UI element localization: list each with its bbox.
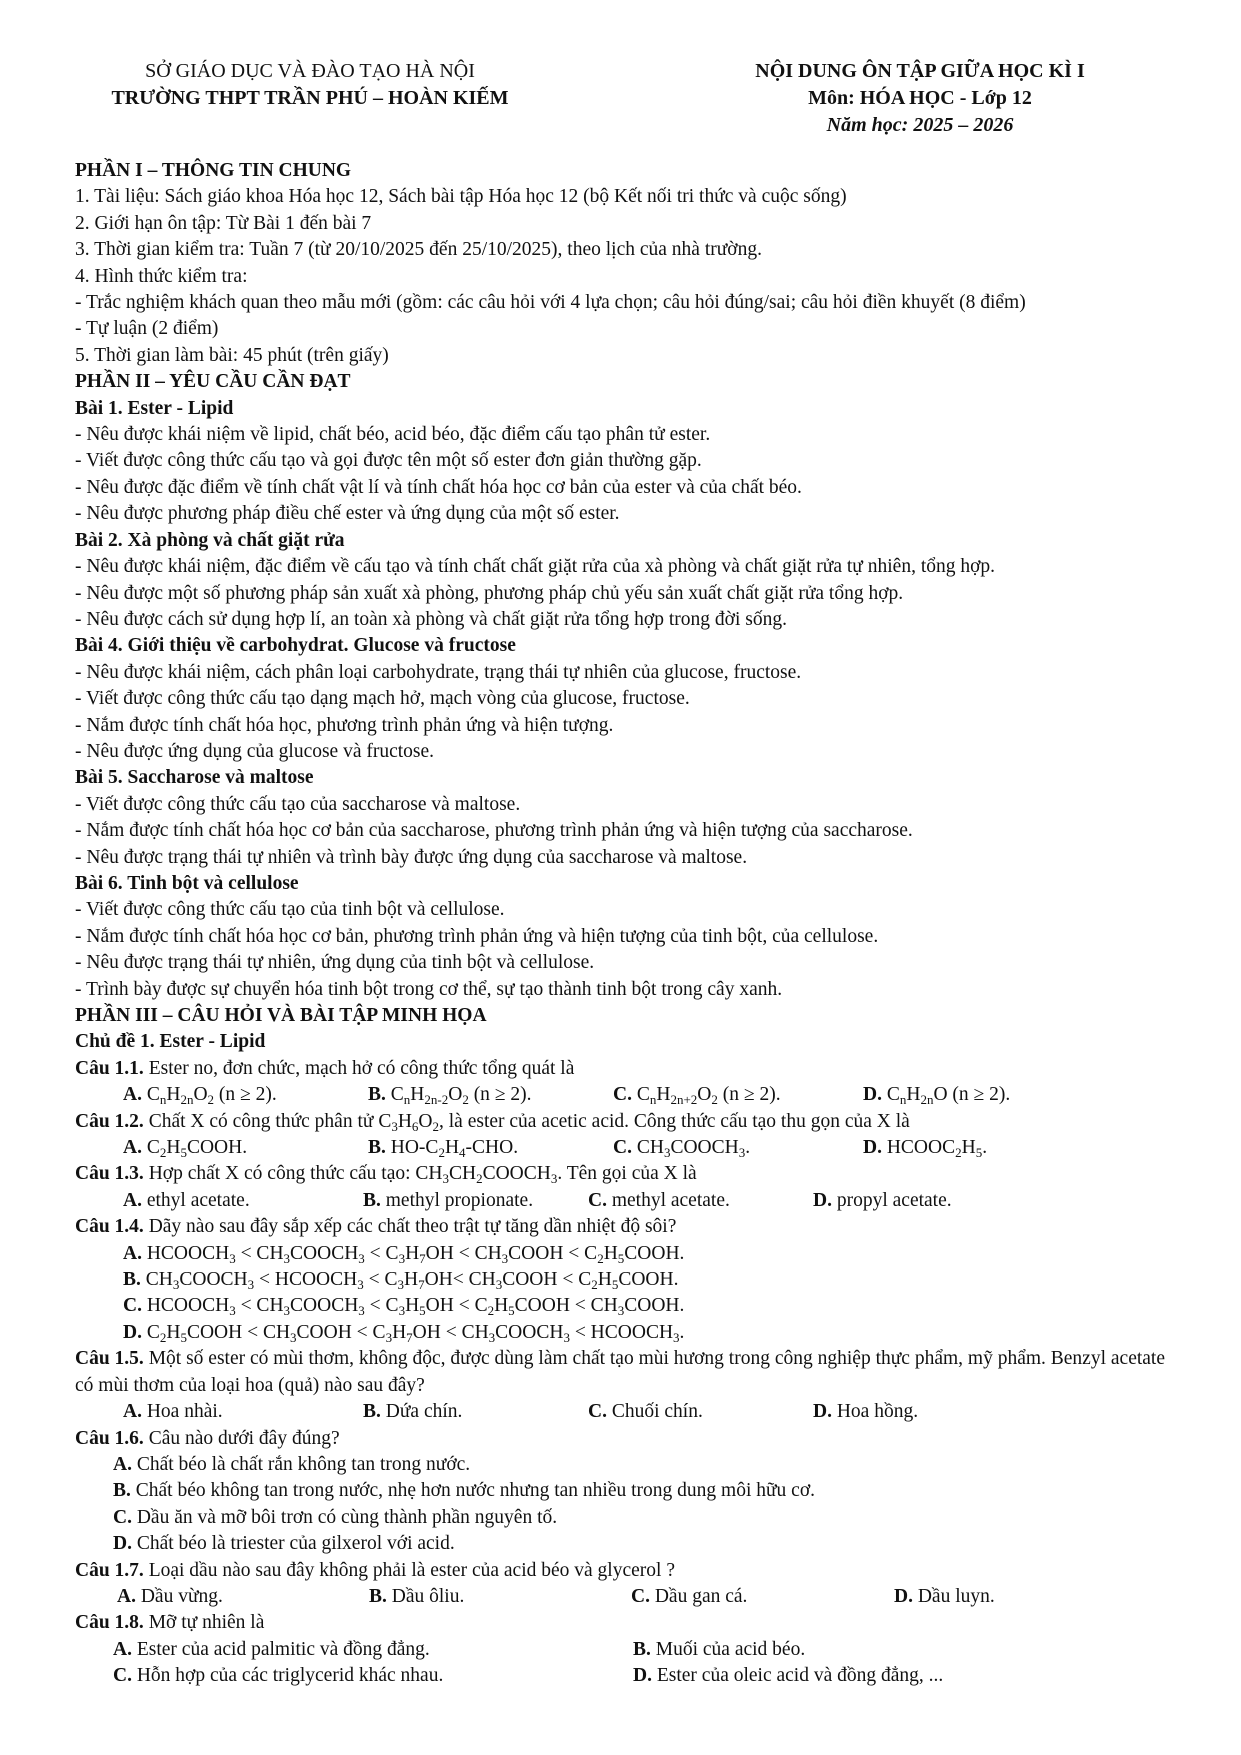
- question-number: Câu 1.7.: [75, 1559, 144, 1581]
- lesson-item: - Viết được công thức cấu tạo của tinh bột và cellulose.: [75, 899, 505, 921]
- part1-line: 1. Tài liệu: Sách giáo khoa Hóa học 12, Sách bài tập Hóa học 12 (bộ Kết nối tri thức và cuộc sống): [75, 186, 847, 208]
- part1-title: PHẦN I – THÔNG TIN CHUNG: [75, 160, 352, 181]
- part2-title: PHẦN II – YÊU CẦU CẦN ĐẠT: [75, 371, 351, 393]
- option-d: D. Hoa hồng.: [813, 1401, 919, 1423]
- question: [75, 1161, 1185, 1187]
- option-a: A. $C_2H_5COOH$.: [123, 1137, 248, 1161]
- document-title: NỘI DUNG ÔN TẬP GIỮA HỌC KÌ I: [755, 60, 1085, 82]
- part3-title: PHẦN III – CÂU HỎI VÀ BÀI TẬP MINH HỌA: [75, 1005, 487, 1026]
- option-a: A. ethyl acetate.: [123, 1189, 250, 1211]
- question-number: Câu 1.4.: [75, 1216, 144, 1238]
- lesson-item: - Viết được công thức cấu tạo và gọi được tên một số ester đơn giản thường gặp.: [75, 450, 702, 472]
- topic-title: Chủ đề 1. Ester - Lipid: [75, 1031, 266, 1053]
- option-a: A. Hoa nhài.: [123, 1401, 223, 1423]
- lesson-item: - Nêu được đặc điểm về tính chất vật lí và tính chất hóa học cơ bản của ester và của chất béo.: [75, 476, 802, 498]
- option-b: B. $C_nH_{2n-2}O_2$ (n ≥ 2).: [368, 1084, 532, 1108]
- option-b: B. Dứa chín.: [363, 1401, 463, 1423]
- part1-line: 4. Hình thức kiểm tra:: [75, 265, 248, 287]
- answer-options: [75, 1637, 1185, 1663]
- question: [75, 1214, 1185, 1240]
- part1-line: - Trắc nghiệm khách quan theo mẫu mới (gồm: các câu hỏi với 4 lựa chọn; câu hỏi đúng/sai; câu hỏi điền khuyết (8 điểm): [75, 292, 1026, 314]
- lesson-item: - Viết được công thức cấu tạo dạng mạch hở, mạch vòng của glucose, fructose.: [75, 688, 690, 710]
- option-a: A. $HCOOCH_3$ < $CH_3COOCH_3 < C_3H_7OH$ < $CH_3COOH$ < $C_2H_5COOH$.: [123, 1242, 685, 1266]
- option-c: C. $CH_3COOCH_3$.: [613, 1137, 751, 1161]
- question: [75, 1610, 1185, 1636]
- answer-options: [75, 1082, 1185, 1108]
- option-b: B. Muối của acid béo.: [633, 1638, 806, 1660]
- question: [75, 1426, 1185, 1452]
- question-number: Câu 1.3.: [75, 1163, 144, 1185]
- option-b: B. $HO-C_2H_4$-CHO.: [368, 1137, 519, 1161]
- option-d: D. Chất béo là triester của gilxerol với acid.: [113, 1533, 455, 1555]
- option-c: C. Dầu ăn và mỡ bôi trơn có cùng thành phần nguyên tố.: [113, 1506, 558, 1528]
- option-a: A. $C_nH_{2n}O_2$ (n ≥ 2).: [123, 1084, 277, 1108]
- question: [75, 1346, 1185, 1399]
- answer-options: [75, 1135, 1185, 1161]
- lesson-title: Bài 5. Saccharose và maltose: [75, 767, 314, 789]
- question-text: Chất X có công thức phân tử $C_3H_6O_2$, là ester của acetic acid. Công thức cấu tạo thu gọn của X là: [143, 1110, 910, 1134]
- question: [75, 1109, 1185, 1135]
- option-a: A. Ester của acid palmitic và đồng đẳng.: [113, 1638, 430, 1660]
- option-c: C. $HCOOCH_3$ < $CH_3COOCH_3 < C_3H_5OH$ < $C_2H_5COOH$ < $CH_3COOH$.: [123, 1295, 685, 1319]
- answer-options: [75, 1663, 1185, 1689]
- option-d: D. Dầu luyn.: [894, 1585, 995, 1607]
- lesson-item: - Nêu được khái niệm, đặc điểm về cấu tạo và tính chất chất giặt rửa của xà phòng và chất giặt rửa tự nhiên, tổng hợp.: [75, 556, 996, 578]
- part1-line: 2. Giới hạn ôn tập: Từ Bài 1 đến bài 7: [75, 212, 372, 234]
- option-c: C. Dầu gan cá.: [631, 1585, 748, 1607]
- question-text: Hợp chất X có công thức cấu tạo: $CH_3CH_2COOCH_3$. Tên gọi của X là: [143, 1163, 697, 1187]
- option-d: D. $C_nH_{2n}O$ (n ≥ 2).: [863, 1084, 1011, 1108]
- lesson-title: Bài 1. Ester - Lipid: [75, 397, 234, 419]
- lesson-item: - Nắm được tính chất hóa học, phương trình phản ứng và hiện tượng.: [75, 714, 614, 736]
- question-number: Câu 1.2.: [75, 1110, 144, 1132]
- lesson-item: - Nêu được khái niệm, cách phân loại carbohydrate, trạng thái tự nhiên của glucose, fructose.: [75, 661, 802, 683]
- option-a: A. Dầu vừng.: [117, 1585, 223, 1607]
- lesson-title: Bài 6. Tinh bột và cellulose: [75, 872, 299, 894]
- title-block: [660, 58, 1180, 139]
- option-d: D. propyl acetate.: [813, 1189, 952, 1211]
- part1-line: 3. Thời gian kiểm tra: Tuần 7 (từ 20/10/2025 đến 25/10/2025), theo lịch của nhà trường.: [75, 239, 762, 261]
- option-b: B. Dầu ôliu.: [369, 1585, 465, 1607]
- question: [75, 1056, 1185, 1082]
- option-a: A. Chất béo là chất rắn không tan trong nước.: [113, 1453, 471, 1475]
- lesson-item: - Nêu được cách sử dụng hợp lí, an toàn xà phòng và chất giặt rửa tổng hợp trong đời sống.: [75, 608, 787, 630]
- lesson-title: Bài 2. Xà phòng và chất giặt rửa: [75, 529, 345, 551]
- question-text: Dãy nào sau đây sắp xếp các chất theo trật tự tăng dần nhiệt độ sôi?: [143, 1216, 677, 1238]
- document-page: [75, 58, 1185, 1690]
- subject-line: Môn: HÓA HỌC - Lớp 12: [808, 87, 1032, 109]
- document-header: [75, 58, 1185, 140]
- option-c: C. $C_nH_{2n+2}O_2$ (n ≥ 2).: [613, 1084, 781, 1108]
- question-text: Ester no, đơn chức, mạch hở có công thức tổng quát là: [143, 1057, 575, 1079]
- answer-options: [75, 1188, 1185, 1214]
- option-c: C. Hỗn hợp của các triglycerid khác nhau.: [113, 1665, 444, 1687]
- school-year: Năm học: 2025 – 2026: [826, 114, 1014, 136]
- answer-options: [75, 1584, 1185, 1610]
- school-block: [75, 58, 545, 112]
- question-text: Một số ester có mùi thơm, không độc, được dùng làm chất tạo mùi hương trong công nghiệp thực phẩm, mỹ phẩm. Benzyl acetate có mùi thơm của loại hoa (quả) nào sau đây?: [75, 1348, 1165, 1396]
- school-name: TRƯỜNG THPT TRẦN PHÚ – HOÀN KIẾM: [111, 87, 509, 109]
- lesson-item: - Nêu được một số phương pháp sản xuất xà phòng, phương pháp chủ yếu sản xuất chất giặt rửa tổng hợp.: [75, 582, 904, 604]
- answer-options: [75, 1399, 1185, 1425]
- question-text: Câu nào dưới đây đúng?: [143, 1427, 340, 1449]
- question-number: Câu 1.8.: [75, 1612, 144, 1634]
- lesson-item: - Nêu được ứng dụng của glucose và fructose.: [75, 740, 435, 762]
- option-b: B. Chất béo không tan trong nước, nhẹ hơn nước nhưng tan nhiều trong dung môi hữu cơ.: [113, 1480, 816, 1502]
- question: [75, 1558, 1185, 1584]
- lesson-item: - Nêu được trạng thái tự nhiên và trình bày được ứng dụng của saccharose và maltose.: [75, 846, 748, 868]
- question-number: Câu 1.6.: [75, 1427, 144, 1449]
- lesson-item: - Viết được công thức cấu tạo của saccharose và maltose.: [75, 793, 521, 815]
- lesson-item: - Nắm được tính chất hóa học cơ bản, phương trình phản ứng và hiện tượng của tinh bột, của cellulose.: [75, 925, 879, 947]
- question-text: Loại dầu nào sau đây không phải là ester của acid béo và glycerol ?: [143, 1559, 675, 1581]
- part1-line: 5. Thời gian làm bài: 45 phút (trên giấy): [75, 344, 389, 366]
- lesson-item: - Trình bày được sự chuyển hóa tinh bột trong cơ thể, sự tạo thành tinh bột trong cây xanh.: [75, 978, 783, 1000]
- lesson-item: - Nêu được khái niệm về lipid, chất béo, acid béo, đặc điểm cấu tạo phân tử ester.: [75, 424, 711, 446]
- option-d: D. $C_2H_5COOH$ < $CH_3COOH < C_3H_7OH$ < $CH_3COOCH_3$ < $HCOOCH_3$.: [123, 1321, 685, 1345]
- option-d: D. $HCOOC_2H_5$.: [863, 1137, 988, 1161]
- lesson-title: Bài 4. Giới thiệu về carbohydrat. Glucose và fructose: [75, 635, 516, 657]
- part1-line: - Tự luận (2 điểm): [75, 318, 219, 340]
- lesson-item: - Nắm được tính chất hóa học cơ bản của saccharose, phương trình phản ứng và hiện tượng của saccharose.: [75, 820, 913, 842]
- lesson-item: - Nêu được phương pháp điều chế ester và ứng dụng của một số ester.: [75, 503, 620, 525]
- question-text: Mỡ tự nhiên là: [143, 1612, 265, 1634]
- option-c: C. methyl acetate.: [588, 1189, 730, 1211]
- department-name: SỞ GIÁO DỤC VÀ ĐÀO TẠO HÀ NỘI: [145, 60, 475, 82]
- question-number: Câu 1.1.: [75, 1057, 144, 1079]
- option-c: C. Chuối chín.: [588, 1401, 703, 1423]
- option-b: B. $CH_3COOCH_3$ < $HCOOCH_3 < C_3H_7OH<$ $CH_3COOH$ < $C_2H_5COOH$.: [123, 1269, 679, 1293]
- option-b: B. methyl propionate.: [363, 1189, 534, 1211]
- question-number: Câu 1.5.: [75, 1348, 144, 1370]
- lesson-item: - Nêu được trạng thái tự nhiên, ứng dụng của tinh bột và cellulose.: [75, 952, 595, 974]
- option-d: D. Ester của oleic acid và đồng đẳng, ...: [633, 1665, 944, 1687]
